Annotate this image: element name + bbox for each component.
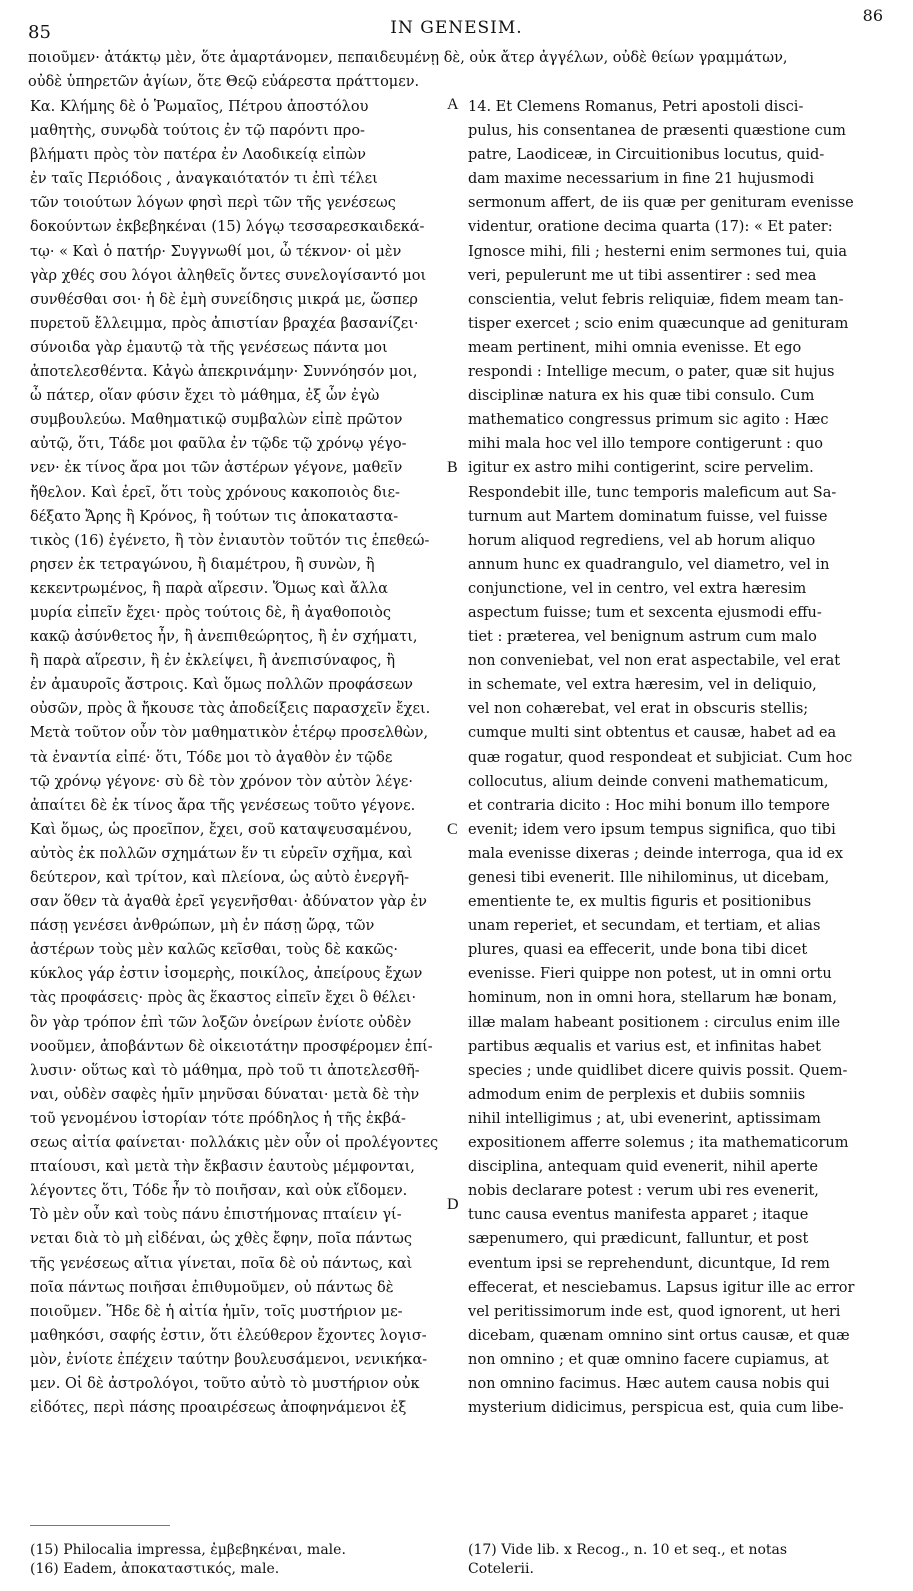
greek-text-line: δοκούντων ἐκβεβηκέναι (15) λόγῳ τεσσαρεσκαιδεκά- bbox=[30, 219, 425, 236]
footnote: (15) Philocalia impressa, ἐμβεβηκέναι, male. bbox=[30, 1542, 346, 1558]
latin-text-line: vel non cohærebat, vel erat in obscuris stellis; bbox=[468, 701, 809, 718]
latin-text-line: Ignosce mihi, fili ; hesterni enim sermones tui, quia bbox=[468, 243, 847, 260]
greek-text-line: συνθέσθαι σοι· ἡ δὲ ἐμὴ συνείδησις μικρά με, ὥσπερ bbox=[30, 291, 418, 308]
latin-text-line: horum aliquod regrediens, vel ab horum aliquo bbox=[468, 532, 816, 549]
latin-text-line: mala evenisse dixeras ; deinde interroga, qua id ex bbox=[468, 845, 844, 862]
latin-text-line: admodum enim de perplexis et dubiis somniis bbox=[468, 1086, 806, 1103]
margin-letter-c: C bbox=[447, 821, 458, 838]
greek-text-line: πάσῃ γενέσει ἀνθρώπων, μὴ ἐν πάσῃ ὥρᾳ, τῶν bbox=[30, 918, 375, 935]
greek-text-line: τῷ χρόνῳ γέγονε· σὺ δὲ τὸν χρόνον τὸν αὐτὸν λέγε· bbox=[30, 773, 413, 790]
latin-text-line: hominum, non in omni hora, stellarum hæ bonam, bbox=[468, 990, 837, 1007]
latin-text-line: tisper exercet ; scio enim quæcunque ad genituram bbox=[468, 315, 849, 332]
latin-text-line: respondi : Intellige mecum, o pater, quæ sit hujus bbox=[468, 364, 835, 381]
greek-text-line: μυρία εἰπεῖν ἔχει· πρὸς τούτοις δὲ, ἢ ἀγαθοποιὸς bbox=[30, 604, 391, 621]
greek-text-line: βλήματι πρὸς τὸν πατέρα ἐν Λαοδικείᾳ εἰπὼν bbox=[30, 147, 366, 164]
footnotes-right bbox=[468, 1541, 883, 1579]
greek-text-line: Τὸ μὲν οὖν καὶ τοὺς πάνυ ἐπιστήμονας πταίειν γί- bbox=[30, 1207, 402, 1224]
latin-column bbox=[468, 95, 883, 1420]
opening-lines bbox=[28, 46, 888, 94]
greek-text-line: ποῖα πάντως ποιῆσαι ἐπιθυμοῦμεν, οὐ πάντως δὲ bbox=[30, 1279, 394, 1296]
latin-text-line: plures, quasi ea effecerit, unde bona tibi dicet bbox=[468, 942, 808, 959]
latin-text-line: in schemate, vel extra hæresim, vel in deliquio, bbox=[468, 677, 817, 694]
greek-text-line: ἀστέρων τοὺς μὲν καλῶς κεῖσθαι, τοὺς δὲ κακῶς· bbox=[30, 942, 398, 959]
latin-text-line: collocutus, alium deinde conveni mathematicum, bbox=[468, 773, 829, 790]
running-title: IN GENESIM. bbox=[390, 18, 523, 38]
footnotes-left bbox=[30, 1541, 450, 1579]
greek-text-line: ἐν ταῖς Περιόδοις , ἀναγκαιότατόν τι ἐπὶ τέλει bbox=[30, 171, 378, 188]
latin-text-line: dam maxime necessarium in fine 21 hujusmodi bbox=[468, 171, 815, 188]
margin-letter-a: A bbox=[447, 96, 459, 113]
greek-text-line: Μετὰ τοῦτον οὖν τὸν μαθηματικὸν ἑτέρῳ προσελθὼν, bbox=[30, 725, 429, 742]
greek-text-line: ρησεν ἐκ τετραγώνου, ἢ διαμέτρου, ἢ συνὼν, ἢ bbox=[30, 556, 375, 573]
latin-text-line: turnum aut Martem dominatum fuisse, vel fuisse bbox=[468, 508, 828, 525]
latin-text-line: expositionem afferre solemus ; ita mathematicorum bbox=[468, 1135, 849, 1152]
latin-text-line: ementiente te, ex multis figuris et positionibus bbox=[468, 894, 812, 911]
greek-text-line: ἐν ἀμαυροῖς ἄστροις. Καὶ ὅμως πολλῶν προφάσεων bbox=[30, 677, 413, 694]
latin-text-line: annum hunc ex quadrangulo, vel diametro, vel in bbox=[468, 556, 830, 573]
greek-text-line: τοῦ γενομένου ἱστορίαν τότε πρόδηλος ἡ τῆς ἐκβά- bbox=[30, 1110, 406, 1127]
greek-text-line: τῳ· « Καὶ ὁ πατήρ· Συγγνωθί μοι, ὦ τέκνον· οἱ μὲν bbox=[30, 243, 402, 260]
latin-text-line: mysterium didicimus, perspicua est, quia cum libe- bbox=[468, 1400, 844, 1417]
latin-text-line: meam pertinent, mihi omnia evenisse. Et ego bbox=[468, 339, 802, 356]
latin-text-line: disciplinæ natura ex his quæ tibi consulo. Cum bbox=[468, 388, 815, 405]
greek-text-line: δέξατο Ἄρης ἢ Κρόνος, ἢ τούτων τις ἀποκαταστα- bbox=[30, 508, 399, 525]
greek-text-line: συμβουλεύω. Μαθηματικῷ συμβαλὼν εἰπὲ πρῶτον bbox=[30, 412, 403, 429]
margin-letter-d: D bbox=[447, 1196, 459, 1213]
latin-text-line: genesi tibi evenerit. Ille nihilominus, ut dicebam, bbox=[468, 870, 830, 886]
latin-text-line: Respondebit ille, tunc temporis maleficum aut Sa- bbox=[468, 484, 837, 501]
footnote: (17) Vide lib. x Recog., n. 10 et seq., et notas bbox=[468, 1542, 788, 1558]
latin-text-line: evenit; idem vero ipsum tempus significa, quo tibi bbox=[468, 821, 836, 838]
greek-text-line: μαθηκόσι, σαφής ἐστιν, ὅτι ἐλεύθερον ἔχοντες λογισ- bbox=[30, 1327, 427, 1344]
latin-text-line: tunc causa eventus manifesta apparet ; itaque bbox=[468, 1207, 809, 1224]
latin-text-line: unam reperiet, et secundam, et tertiam, et alias bbox=[468, 918, 821, 935]
greek-text-line: ἀπαίτει δὲ ἐκ τίνος ἄρα τῆς γενέσεως τοῦτο γέγονε. bbox=[30, 797, 416, 814]
latin-text-line: illæ malam habeant positionem : circulus enim ille bbox=[468, 1014, 841, 1031]
greek-text-line: μὸν, ἐνίοτε ἐπέχειν ταύτην βουλευσάμενοι, νενικήκα- bbox=[30, 1351, 428, 1368]
greek-text-line: γὰρ χθές σου λόγοι ἀληθεῖς ὄντες συνελογίσαντό μοι bbox=[30, 267, 427, 284]
latin-text-line: non omnino facimus. Hæc autem causa nobis qui bbox=[468, 1375, 830, 1392]
greek-text-line: λέγοντες ὅτι, Τόδε ἦν τὸ ποιῆσαν, καὶ οὐκ εἴδομεν. bbox=[30, 1183, 408, 1200]
latin-text-line: quæ rogatur, quod respondeat et subjiciat. Cum hoc bbox=[468, 749, 853, 766]
latin-text-line: sæpenumero, qui prædicunt, falluntur, et post bbox=[468, 1231, 809, 1248]
greek-text-line: λυσιν· οὕτως καὶ τὸ μάθημα, πρὸ τοῦ τι ἀποτελεσθῆ- bbox=[30, 1062, 420, 1079]
footnote: Cotelerii. bbox=[468, 1561, 534, 1577]
greek-text-line: ἤθελον. Καὶ ἐρεῖ, ὅτι τοὺς χρόνους κακοποιὸς διε- bbox=[30, 484, 400, 501]
latin-text-line: videntur, oratione decima quarta (17): « Et pater: bbox=[468, 219, 833, 236]
greek-text-line: κακῷ ἀσύνθετος ἦν, ἢ ἀνεπιθεώρητος, ἢ ἐν σχήματι, bbox=[30, 629, 418, 646]
greek-text-line: πυρετοῦ ἔλλειμμα, πρὸς ἀπιστίαν βραχέα βασανίζει· bbox=[30, 315, 419, 332]
latin-text-line: cumque multi sint obtentus et causæ, habet ad ea bbox=[468, 725, 837, 742]
latin-text-line: species ; unde quidlibet dicere quivis possit. Quem- bbox=[468, 1062, 848, 1079]
latin-text-line: effecerat, et nesciebamus. Lapsus igitur ille ac error bbox=[468, 1279, 855, 1296]
latin-text-line: disciplina, antequam quid evenerit, nihil aperte bbox=[468, 1159, 818, 1176]
greek-text-line: τικὸς (16) ἐγένετο, ἢ τὸν ἐνιαυτὸν τοῦτόν τις ἐπεθεώ- bbox=[30, 532, 430, 549]
latin-text-line: mathematico congressus primum sic agito : Hæc bbox=[468, 412, 829, 429]
greek-text-line: ὃν γὰρ τρόπον ἐπὶ τῶν λοξῶν ὀνείρων ἐνίοτε οὐδὲν bbox=[30, 1014, 412, 1031]
footnote: (16) Eadem, ἀποκαταστικός, male. bbox=[30, 1561, 280, 1577]
footnote-rule bbox=[30, 1525, 170, 1526]
greek-text-line: αὐτὸς ἐκ πολλῶν σχημάτων ἕν τι εὑρεῖν σχῆμα, καὶ bbox=[30, 845, 413, 862]
latin-text-line: et contraria dicito : Hoc mihi bonum illo tempore bbox=[468, 797, 830, 814]
page-number-right: 86 bbox=[862, 6, 883, 25]
greek-text-line: νεν· ἐκ τίνος ἄρα μοι τῶν ἀστέρων γέγονε, μαθεῖν bbox=[30, 460, 403, 477]
greek-text-line: ναι, οὐδὲν σαφὲς ἡμῖν μηνῦσαι δύναται· μετὰ δὲ τὴν bbox=[30, 1086, 420, 1103]
greek-text-line: κύκλος γάρ ἐστιν ἰσομερὴς, ποικίλος, ἀπείρους ἔχων bbox=[30, 966, 423, 983]
latin-text-line: pulus, his consentanea de præsenti quæstione cum bbox=[468, 123, 846, 140]
greek-text-line: αὐτῷ, ὅτι, Τάδε μοι φαῦλα ἐν τῷδε τῷ χρόνῳ γέγο- bbox=[30, 436, 407, 453]
greek-text-line: μαθητὴς, συνῳδὰ τούτοις ἐν τῷ παρόντι προ- bbox=[30, 123, 365, 140]
latin-text-line: vel peritissimorum inde est, quod ignorent, ut heri bbox=[468, 1303, 841, 1320]
page-number-left: 85 bbox=[28, 22, 51, 43]
latin-text-line: non omnino ; et quæ omnino facere cupiamus, at bbox=[468, 1351, 829, 1368]
latin-text-line: igitur ex astro mihi contigerint, scire pervelim. bbox=[468, 460, 814, 477]
greek-text-line: τῶν τοιούτων λόγων φησὶ περὶ τῶν τῆς γενέσεως bbox=[30, 195, 396, 212]
greek-text-line: νεται διὰ τὸ μὴ εἰδέναι, ὡς χθὲς ἔφην, ποῖα πάντως bbox=[30, 1231, 412, 1248]
latin-text-line: nihil intelligimus ; at, ubi evenerint, aptissimam bbox=[468, 1110, 821, 1127]
greek-text-line: πταίουσι, καὶ μετὰ τὴν ἔκβασιν ἑαυτοὺς μέμφονται, bbox=[30, 1159, 415, 1176]
latin-text-line: dicebam, quænam omnino sint ortus causæ, et quæ bbox=[468, 1327, 850, 1344]
text-line: οὐδὲ ὑπηρετῶν ἁγίων, ὅτε Θεῷ εὐάρεστα πράττομεν. bbox=[28, 74, 420, 90]
latin-text-line: tiet : præterea, vel benignum astrum cum malo bbox=[468, 629, 817, 646]
latin-text-line: aspectum fuisse; tum et sexcenta ejusmodi effu- bbox=[468, 604, 822, 621]
greek-text-line: ἢ παρὰ αἵρεσιν, ἢ ἐν ἐκλείψει, ἢ ἀνεπισύναφος, ἢ bbox=[30, 653, 396, 670]
latin-text-line: conjunctione, vel in centro, vel extra hæresim bbox=[468, 580, 807, 597]
latin-text-line: partibus æqualis et varius est, et infinitas habet bbox=[468, 1038, 821, 1055]
greek-text-line: Καὶ ὅμως, ὡς προεῖπον, ἔχει, σοῦ καταψευσαμένου, bbox=[30, 821, 413, 838]
greek-text-line: τὰς προφάσεις· πρὸς ἃς ἕκαστος εἰπεῖν ἔχει ὃ θέλει· bbox=[30, 990, 417, 1007]
latin-text-line: eventum ipsi se reprehendunt, dicuntque, Id rem bbox=[468, 1255, 830, 1272]
greek-column bbox=[30, 95, 450, 1420]
greek-text-line: Κα. Κλήμης δὲ ὁ Ῥωμαῖος, Πέτρου ἀποστόλου bbox=[30, 99, 369, 115]
latin-text-line: patre, Laodiceæ, in Circuitionibus locutus, quid- bbox=[468, 147, 825, 164]
greek-text-line: εἰδότες, περὶ πάσης προαιρέσεως ἀποφηνάμενοι ἐξ bbox=[30, 1400, 407, 1417]
greek-text-line: τὰ ἐναντία εἰπέ· ὅτι, Τόδε μοι τὸ ἀγαθὸν ἐν τῷδε bbox=[30, 749, 393, 766]
greek-text-line: ἀποτελεσθέντα. Κἀγὼ ἀπεκρινάμην· Συννόησόν μοι, bbox=[30, 364, 418, 381]
greek-text-line: σύνοιδα γὰρ ἐμαυτῷ τὰ τῆς γενέσεως πάντα μοι bbox=[30, 339, 388, 356]
latin-text-line: evenisse. Fieri quippe non potest, ut in omni ortu bbox=[468, 966, 832, 983]
latin-text-line: nobis declarare potest : verum ubi res evenerit, bbox=[468, 1183, 819, 1200]
latin-text-line: sermonum affert, de iis quæ per genituram evenisse bbox=[468, 195, 854, 212]
greek-text-line: νοοῦμεν, ἀποβάντων δὲ οἰκειοτάτην προσφέρομεν ἐπί- bbox=[30, 1038, 433, 1055]
greek-text-line: σεως αἰτία φαίνεται· πολλάκις μὲν οὖν οἱ προλέγοντες bbox=[30, 1135, 439, 1152]
greek-text-line: τῆς γενέσεως αἴτια γίνεται, ποῖα δὲ οὐ πάντως, καὶ bbox=[30, 1255, 413, 1272]
latin-text-line: veri, pepulerunt me ut tibi assentirer : sed mea bbox=[468, 267, 817, 284]
latin-text-line: 14. Et Clemens Romanus, Petri apostoli disci- bbox=[468, 99, 804, 115]
greek-text-line: κεκεντρωμένος, ἢ παρὰ αἵρεσιν. Ὅμως καὶ ἄλλα bbox=[30, 580, 388, 597]
greek-text-line: οὐσῶν, πρὸς ἃ ἤκουσε τὰς ἀποδείξεις παρασχεῖν ἔχει. bbox=[30, 701, 431, 718]
latin-text-line: non conveniebat, vel non erat aspectabile, vel erat bbox=[468, 653, 841, 670]
margin-letter-b: B bbox=[447, 459, 458, 476]
greek-text-line: ὦ πάτερ, οἵαν φύσιν ἔχει τὸ μάθημα, ἐξ ὧν ἐγὼ bbox=[30, 388, 380, 405]
greek-text-line: μεν. Οἱ δὲ ἀστρολόγοι, τοῦτο αὐτὸ τὸ μυστήριον οὐκ bbox=[30, 1375, 420, 1392]
greek-text-line: ποιοῦμεν. Ἥδε δὲ ἡ αἰτία ἡμῖν, τοῖς μυστήριον με- bbox=[30, 1303, 403, 1320]
greek-text-line: δεύτερον, καὶ τρίτον, καὶ πλείονα, ὡς αὐτὸ ἐνεργῆ- bbox=[30, 870, 410, 886]
greek-text-line: σαν ὅθεν τὰ ἀγαθὰ ἐρεῖ γεγενῆσθαι· ἀδύνατον γὰρ ἐν bbox=[30, 894, 427, 911]
latin-text-line: mihi mala hoc vel illo tempore contigerunt : quo bbox=[468, 436, 824, 453]
latin-text-line: conscientia, velut febris reliquiæ, fidem meam tan- bbox=[468, 291, 844, 308]
text-line: ποιοῦμεν· ἀτάκτῳ μὲν, ὅτε ἁμαρτάνομεν, πεπαιδευμένῃ δὲ, οὐκ ἄτερ ἀγγέλων, οὐδὲ θείων γραμμάτων, bbox=[28, 50, 788, 66]
